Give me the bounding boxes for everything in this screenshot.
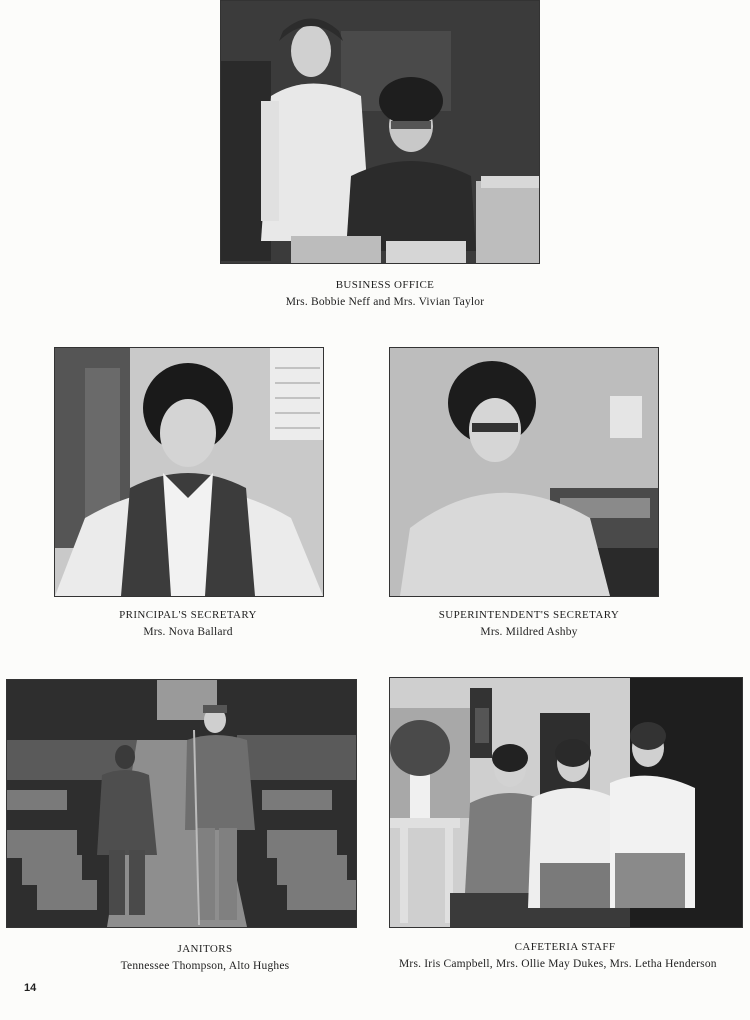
business-office-caption	[200, 277, 570, 311]
section-title: JANITORS	[177, 943, 233, 955]
staff-names: Mrs. Iris Campbell, Mrs. Ollie May Dukes, Mrs. Letha Henderson	[399, 958, 717, 970]
section-title: BUSINESS OFFICE	[335, 279, 435, 291]
staff-names: Mrs. Bobbie Neff and Mrs. Vivian Taylor	[285, 296, 485, 308]
cafeteria-staff-caption	[399, 939, 731, 973]
janitors-photo	[6, 679, 357, 928]
principals-secretary-photo	[54, 347, 324, 597]
page-number: 14	[24, 982, 37, 994]
janitors-caption	[6, 941, 404, 975]
staff-names: Mrs. Mildred Ashby	[480, 626, 578, 638]
principals-secretary-caption	[54, 607, 322, 641]
section-title: PRINCIPAL'S SECRETARY	[119, 609, 257, 621]
superintendents-secretary-caption	[389, 607, 669, 641]
superintendents-secretary-photo	[389, 347, 659, 597]
staff-names: Tennessee Thompson, Alto Hughes	[120, 960, 290, 972]
section-title: CAFETERIA STAFF	[514, 941, 616, 953]
section-title: SUPERINTENDENT'S SECRETARY	[438, 609, 620, 621]
staff-names: Mrs. Nova Ballard	[143, 626, 233, 638]
cafeteria-staff-photo	[389, 677, 743, 928]
business-office-photo	[220, 0, 540, 264]
